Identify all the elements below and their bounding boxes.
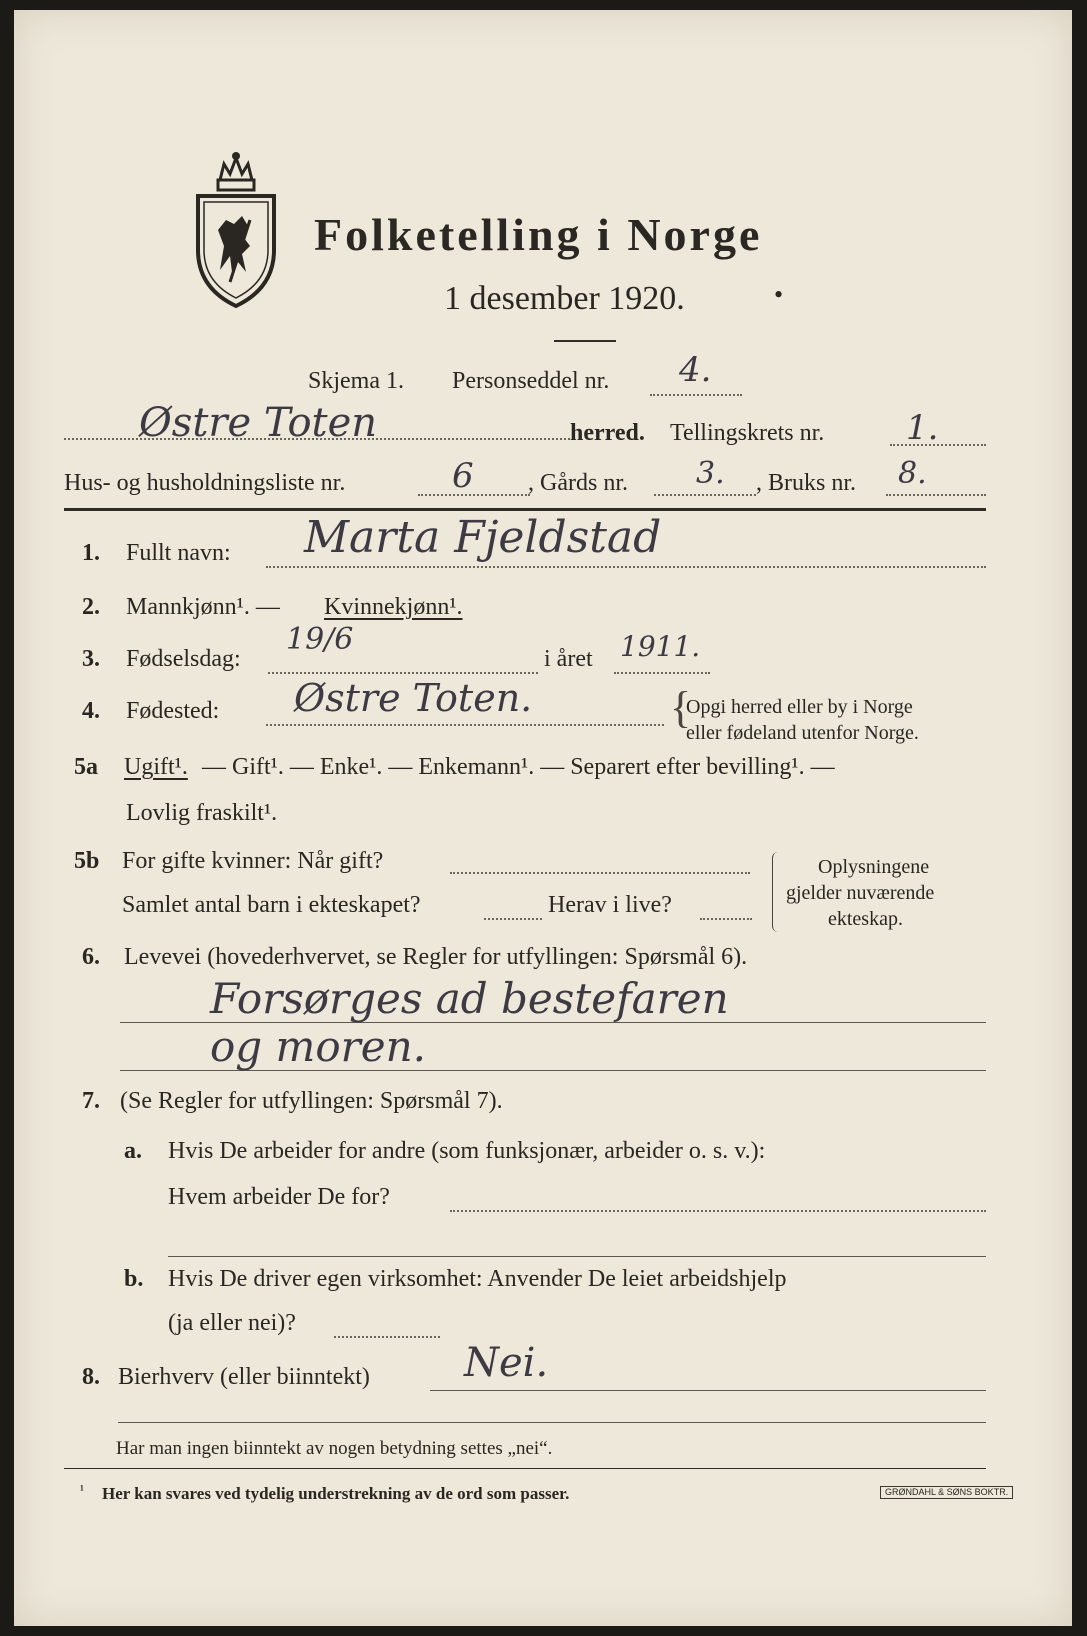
q7a-line2[interactable] xyxy=(168,1256,986,1257)
footnote-text: Her kan svares ved tydelig understrekning av de ord som passer. xyxy=(102,1484,570,1503)
q3-line xyxy=(268,672,538,674)
full-name-value[interactable]: Marta Fjeldstad xyxy=(304,512,662,563)
q4-line xyxy=(266,724,664,726)
no-income-note: Har man ingen biinntekt av nogen betydning settes „nei“. xyxy=(116,1438,553,1459)
personseddel-label: Personseddel nr. xyxy=(452,368,610,394)
q4-note-line2: eller fødeland utenfor Norge. xyxy=(686,722,919,744)
gaards-line xyxy=(654,494,756,496)
q5b-number: 5b xyxy=(74,848,100,874)
q7-label: (Se Regler for utfyllingen: Spørsmål 7). xyxy=(120,1088,503,1114)
footer-divider xyxy=(64,1468,986,1469)
bruks-value[interactable]: 8. xyxy=(898,456,927,491)
personseddel-value[interactable]: 4. xyxy=(679,350,712,390)
q5b-label: For gifte kvinner: Når gift? xyxy=(122,848,384,874)
household-list-label: Hus- og husholdningsliste nr. xyxy=(64,470,346,496)
q7b-sub-label: (ja eller nei)? xyxy=(168,1310,296,1336)
side-income-value[interactable]: Nei. xyxy=(464,1340,549,1386)
q7b-line[interactable] xyxy=(334,1336,440,1338)
q5b-children-label: Samlet antal barn i ekteskapet? xyxy=(122,892,421,918)
q4-number: 4. xyxy=(82,698,100,724)
q6-number: 6. xyxy=(82,944,100,970)
birthday-value[interactable]: 19/6 xyxy=(286,622,354,657)
q3-year-label: i året xyxy=(544,646,593,672)
q2-number: 2. xyxy=(82,594,100,620)
occupation-value-line1[interactable]: Forsørges ad bestefaren xyxy=(210,974,729,1023)
q5b-note-line3: ekteskap. xyxy=(828,908,903,930)
occupation-value-line2[interactable]: og moren. xyxy=(210,1022,426,1071)
q4-brace: { xyxy=(670,683,692,732)
q7a-line1[interactable] xyxy=(450,1210,986,1212)
q8-line1 xyxy=(430,1390,986,1391)
census-date: 1 desember 1920. xyxy=(444,280,685,317)
bruks-line xyxy=(886,494,986,496)
q5b-note-line2: gjelder nuværende xyxy=(786,882,935,904)
q5a-other-options: — Gift¹. — Enke¹. — Enkemann¹. — Separert efter bevilling¹. — xyxy=(202,754,835,780)
birthplace-value[interactable]: Østre Toten. xyxy=(294,676,533,720)
q7b-label: Hvis De driver egen virksomhet: Anvender De leiet arbeidshjelp xyxy=(168,1266,787,1292)
q5a-line2: Lovlig fraskilt¹. xyxy=(126,800,278,826)
q1-label: Fullt navn: xyxy=(126,540,231,566)
birth-year-value[interactable]: 1911. xyxy=(620,630,701,663)
herred-label: herred. xyxy=(570,420,645,446)
household-list-line xyxy=(418,494,530,496)
personseddel-line xyxy=(650,394,742,396)
herred-value[interactable]: Østre Toten xyxy=(139,400,378,446)
census-form-page xyxy=(14,10,1072,1626)
q5b-alive-line xyxy=(700,918,752,920)
footnote-mark: ¹ xyxy=(80,1482,84,1497)
q3-label: Fødselsdag: xyxy=(126,646,241,672)
tellingskrets-label: Tellingskrets nr. xyxy=(670,420,825,446)
q4-label: Fødested: xyxy=(126,698,220,724)
q7b-letter: b. xyxy=(124,1266,144,1292)
dot-mark: • xyxy=(774,280,784,309)
q5a-unmarried-option[interactable]: Ugift¹. xyxy=(124,754,188,780)
q8-label: Bierhverv (eller biinntekt) xyxy=(118,1364,370,1390)
q5b-note-line1: Oplysningene xyxy=(818,856,930,878)
q7a-letter: a. xyxy=(124,1138,142,1164)
q5b-line xyxy=(450,872,750,874)
q7a-sub-label: Hvem arbeider De for? xyxy=(168,1184,390,1210)
skjema-label: Skjema 1. xyxy=(308,368,404,394)
gaards-value[interactable]: 3. xyxy=(696,456,725,491)
q7a-label: Hvis De arbeider for andre (som funksjonær, arbeider o. s. v.): xyxy=(168,1138,766,1164)
q5b-bracket xyxy=(772,852,779,932)
form-title: Folketelling i Norge xyxy=(314,209,763,260)
q2-female-option[interactable]: Kvinnekjønn¹. xyxy=(324,594,463,620)
q5b-alive-label: Herav i live? xyxy=(548,892,672,918)
q1-number: 1. xyxy=(82,540,100,566)
q5b-children-line xyxy=(484,918,542,920)
tellingskrets-value[interactable]: 1. xyxy=(906,408,939,448)
q6-label: Levevei (hovederhvervet, se Regler for utfyllingen: Spørsmål 6). xyxy=(124,944,748,970)
coat-of-arms-emblem xyxy=(190,150,282,310)
printer-stamp: GRØNDAHL & SØNS BOKTR. xyxy=(880,1486,1013,1499)
q3-number: 3. xyxy=(82,646,100,672)
title-divider xyxy=(554,340,616,342)
header-divider xyxy=(64,508,986,511)
bruks-label: , Bruks nr. xyxy=(756,470,857,496)
q3-year-line xyxy=(614,672,710,674)
q1-line xyxy=(266,566,986,568)
q8-number: 8. xyxy=(82,1364,100,1390)
q5a-number: 5a xyxy=(74,754,98,780)
q7-number: 7. xyxy=(82,1088,100,1114)
q4-note-line1: Opgi herred eller by i Norge xyxy=(686,696,913,718)
q8-line2[interactable] xyxy=(118,1422,986,1423)
gaards-label: , Gårds nr. xyxy=(528,470,628,496)
q2-label: Mannkjønn¹. — xyxy=(126,594,280,620)
household-list-value[interactable]: 6 xyxy=(452,456,474,496)
